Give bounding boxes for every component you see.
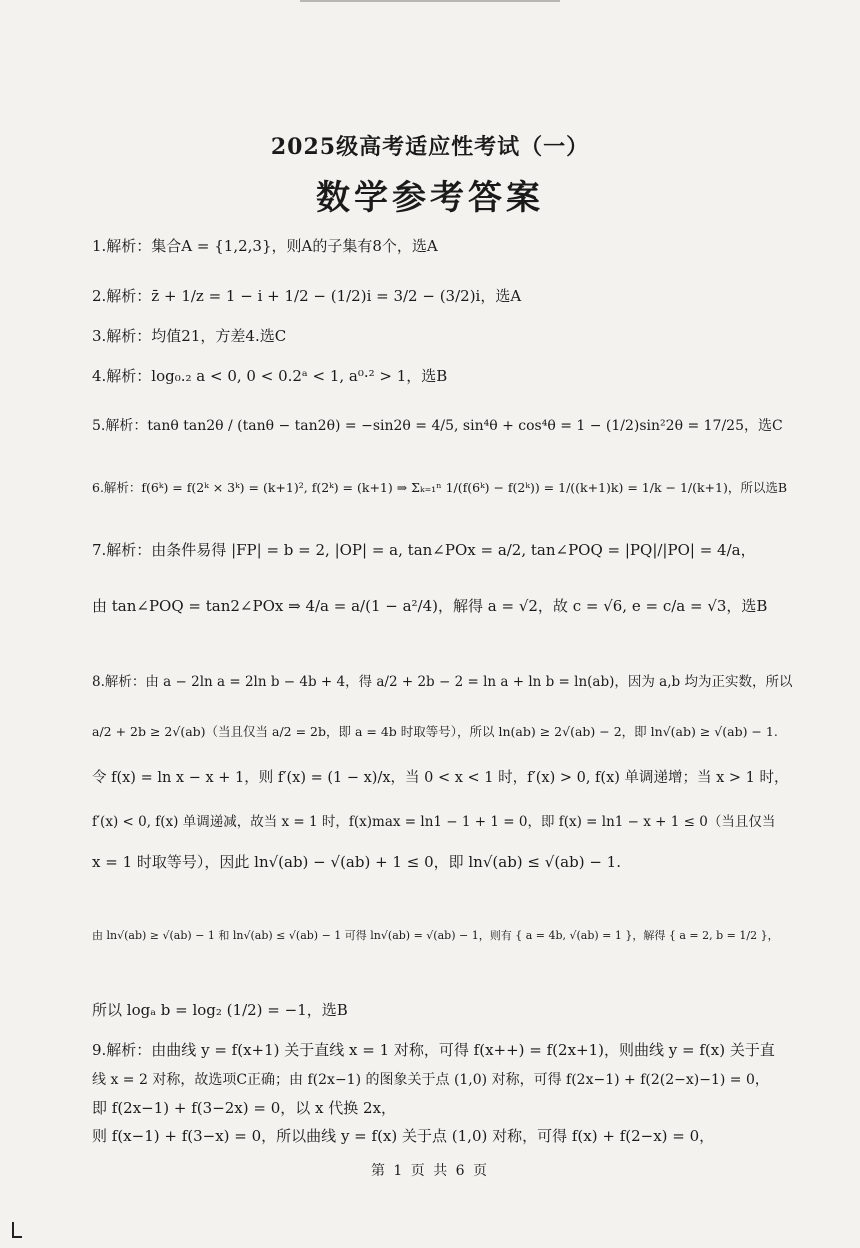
answer-line-7a: 7.解析：由条件易得 |FP| = b = 2, |OP| = a, tan∠POx = a/2, tan∠POQ = |PQ|/|PO| = 4/a， (92, 541, 756, 559)
answer-line-4: 4.解析：log₀.₂ a < 0, 0 < 0.2ᵃ < 1, a⁰·² > 1，选B (92, 367, 448, 385)
answer-line-9c: 即 f(2x−1) + f(3−2x) = 0，以 x 代换 2x， (92, 1099, 397, 1117)
answer-line-2: 2.解析：z̄ + 1/z = 1 − i + 1/2 − (1/2)i = 3/2 − (3/2)i，选A (92, 287, 522, 305)
answer-line-8f: 由 ln√(ab) ≥ √(ab) − 1 和 ln√(ab) ≤ √(ab) − 1 可得 ln√(ab) = √(ab) − 1，则有 { a = 4b, √(ab) = 1 }，解得 { a = 2, b = 1/2 }， (92, 929, 779, 942)
answer-line-8e: x = 1 时取等号），因此 ln√(ab) − √(ab) + 1 ≤ 0，即 ln√(ab) ≤ √(ab) − 1. (92, 853, 621, 871)
answer-line-8c: 令 f(x) = ln x − x + 1，则 f′(x) = (1 − x)/x，当 0 < x < 1 时，f′(x) > 0, f(x) 单调递增；当 x > 1 时， (92, 770, 789, 786)
answer-line-5: 5.解析：tanθ tan2θ / (tanθ − tan2θ) = −sin2θ = 4/5, sin⁴θ + cos⁴θ = 1 − (1/2)sin²2θ = 17/25，选C (92, 418, 783, 434)
answer-line-9a: 9.解析：由曲线 y = f(x+1) 关于直线 x = 1 对称，可得 f(x++) = f(2x+1)，则曲线 y = f(x) 关于直 (92, 1041, 775, 1059)
scan-edge-mark (300, 0, 560, 2)
answer-line-8d: f′(x) < 0, f(x) 单调递减，故当 x = 1 时，f(x)max = ln1 − 1 + 1 = 0，即 f(x) = ln1 − x + 1 ≤ 0（当且仅当 (92, 814, 776, 830)
answer-line-9b: 线 x = 2 对称，故选项C正确；由 f(2x−1) 的图象关于点 (1,0) 对称，可得 f(2x−1) + f(2(2−x)−1) = 0， (92, 1072, 769, 1088)
page-number: 第 1 页 共 6 页 (370, 1163, 490, 1179)
answer-line-8a: 8.解析：由 a − 2ln a = 2ln b − 4b + 4，得 a/2 + 2b − 2 = ln a + ln b = ln(ab)，因为 a,b 均为正实数，所以 (92, 674, 793, 690)
answer-line-1: 1.解析：集合A = {1,2,3}，则A的子集有8个，选A (92, 237, 438, 255)
answer-line-8g: 所以 logₐ b = log₂ (1/2) = −1，选B (92, 1001, 348, 1019)
answer-line-7b: 由 tan∠POQ = tan2∠POx ⇒ 4/a = a/(1 − a²/4)，解得 a = √2，故 c = √6, e = c/a = √3，选B (92, 597, 768, 615)
crop-mark (12, 1222, 22, 1238)
answer-line-6: 6.解析：f(6ᵏ) = f(2ᵏ × 3ᵏ) = (k+1)², f(2ᵏ) = (k+1) ⇒ Σₖ₌₁ⁿ 1/(f(6ᵏ) − f(2ᵏ)) = 1/((k+1)k) = 1/k − 1/(k+1)，所以选B (92, 480, 788, 495)
answer-line-8b: a/2 + 2b ≥ 2√(ab)（当且仅当 a/2 = 2b，即 a = 4b 时取等号），所以 ln(ab) ≥ 2√(ab) − 2，即 ln√(ab) ≥ √(ab) − 1. (92, 724, 778, 739)
answer-line-3: 3.解析：均值21，方差4.选C (92, 327, 287, 345)
answer-line-9d: 则 f(x−1) + f(3−x) = 0，所以曲线 y = f(x) 关于点 (1,0) 对称，可得 f(x) + f(2−x) = 0， (92, 1127, 715, 1145)
document-subtitle: 数学参考答案 (316, 178, 544, 218)
exam-title: 2025级高考适应性考试（一） (270, 134, 590, 160)
